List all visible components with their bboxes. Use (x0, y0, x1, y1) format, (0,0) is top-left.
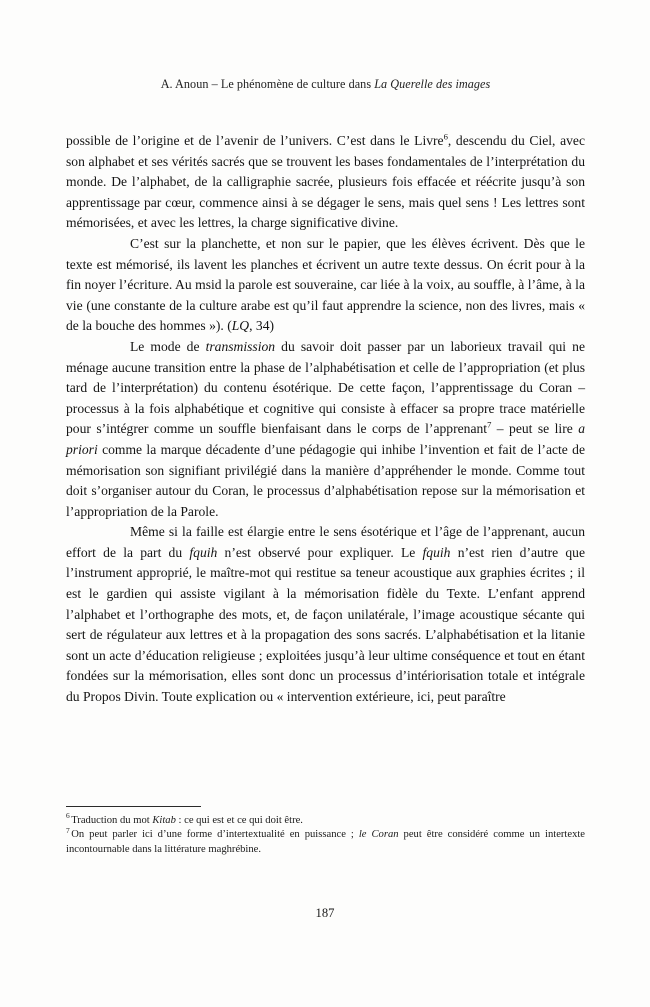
footnote-reference-6[interactable]: 6 (443, 131, 448, 142)
footnote-separator-rule (66, 806, 201, 807)
para-3-transmission: Le mode de transmission du savoir doit passer par un laborieux travail qui ne ménage aucune transition entre la phase de l’alphabétisation et celle de l’appropriation (et plus tard de l’interprétation) du contenu ésotérique. De cette façon, l’apprentissage du Coran – processus à la fois alphabétique et cognitive qui consiste à effacer sa propre trace matérielle pour s’intégrer comme un souffle bienfaisant dans le corps de l’apprenant$^7$ – peut se lire a priori comme la marque décadente d’une pédagogie qui inhibe l’invention et fait de l’acte de mémorisation son signifiant privilégié dans la manière d’appréhender le monde. Comme tout doit s’organiser autour du Coran, le processus d’alphabétisation repose sur la mémorisation et l’appropriation de la Parole. (66, 338, 585, 519)
para-1-livre: possible de l’origine et de l’avenir de l’univers. C’est dans le Livre$^6$, descendu du Ciel, avec son alphabet et ses vérités sacrés que se trouvent les bases fondamentales de l’interprétation du monde. De l’alphabet, de la calligraphie sacrée, plusieurs fois effacée et réécrite jusqu’à son apprentissage par cœur, commence ainsi à se dégager le sens, mais quel sens ! Les lettres sont mémorisées, et avec les lettres, la charge significative divine. (66, 131, 585, 231)
footnote-marker-6: 6 (66, 811, 70, 821)
footnote-area (66, 806, 585, 857)
italic-term: le Coran (358, 829, 399, 841)
body-text-block (66, 131, 585, 708)
footnote-marker-7: 7 (66, 825, 70, 835)
italic-term: Kitab (152, 815, 176, 826)
running-header-work-title: La Querelle des images (374, 77, 491, 91)
running-header (66, 77, 585, 92)
page-number: 187 (315, 906, 335, 920)
para-2-planchette: C’est sur la planchette, et non sur le papier, que les élèves écrivent. Dès que le texte est mémorisé, ils lavent les planches et écrivent un autre texte dessus. On écrit pour à la fin noyer l’écriture. Au msid la parole est souveraine, car liée à la voix, au souffle, à l’âme, à la vie (une constante de la culture arabe est qu’il faut apprendre la science, non des livres, mais « de la bouche des hommes »). (LQ, 34) (66, 235, 585, 334)
footnote-6: $^6$ Traduction du mot Kitab : ce qui est et ce qui doit être. (66, 811, 303, 826)
footnote-reference-7[interactable]: 7 (487, 419, 492, 430)
italic-term: fquih (422, 544, 451, 560)
para-4-faille: Même si la faille est élargie entre le sens ésotérique et l’âge de l’apprenant, aucun effort de la part du fquih n’est observé pour expliquer. Le fquih n’est rien d’autre que l’instrument approprié, le maître-mot qui restitue sa teneur acoustique aux graphies écrites ; il est le gardien qui assiste vigilant à la mémorisation fidèle du Texte. L’enfant apprend l’alphabet et l’orthographe des mots, et, de façon unilatérale, l’image acoustique sécante qui sert de régulateur aux lettres et à la propagation des sons sacrés. L’alphabétisation et la litanie sont un acte d’éducation religieuse ; exploitées jusqu’à leur ultime conséquence et tout en étant fondées sur la mémorisation, elles sont donc un processus d’intériorisation totale et intégrale du Propos Divin. Toute explication ou « intervention extérieure, ici, peut paraître (66, 524, 586, 705)
footnote-list (66, 811, 586, 857)
running-header-author: A. Anoun – Le phénomène de culture dans (160, 77, 375, 91)
italic-term: fquih (189, 544, 218, 560)
italic-term: LQ (231, 318, 250, 334)
italic-term: a priori (66, 421, 585, 457)
italic-term: transmission (205, 338, 276, 354)
footnote-7: $^7$ On peut parler ici d’une forme d’intertextualité en puissance ; le Coran peut être considéré comme un intertexte incontournable dans la littérature maghrébine. (66, 825, 586, 855)
